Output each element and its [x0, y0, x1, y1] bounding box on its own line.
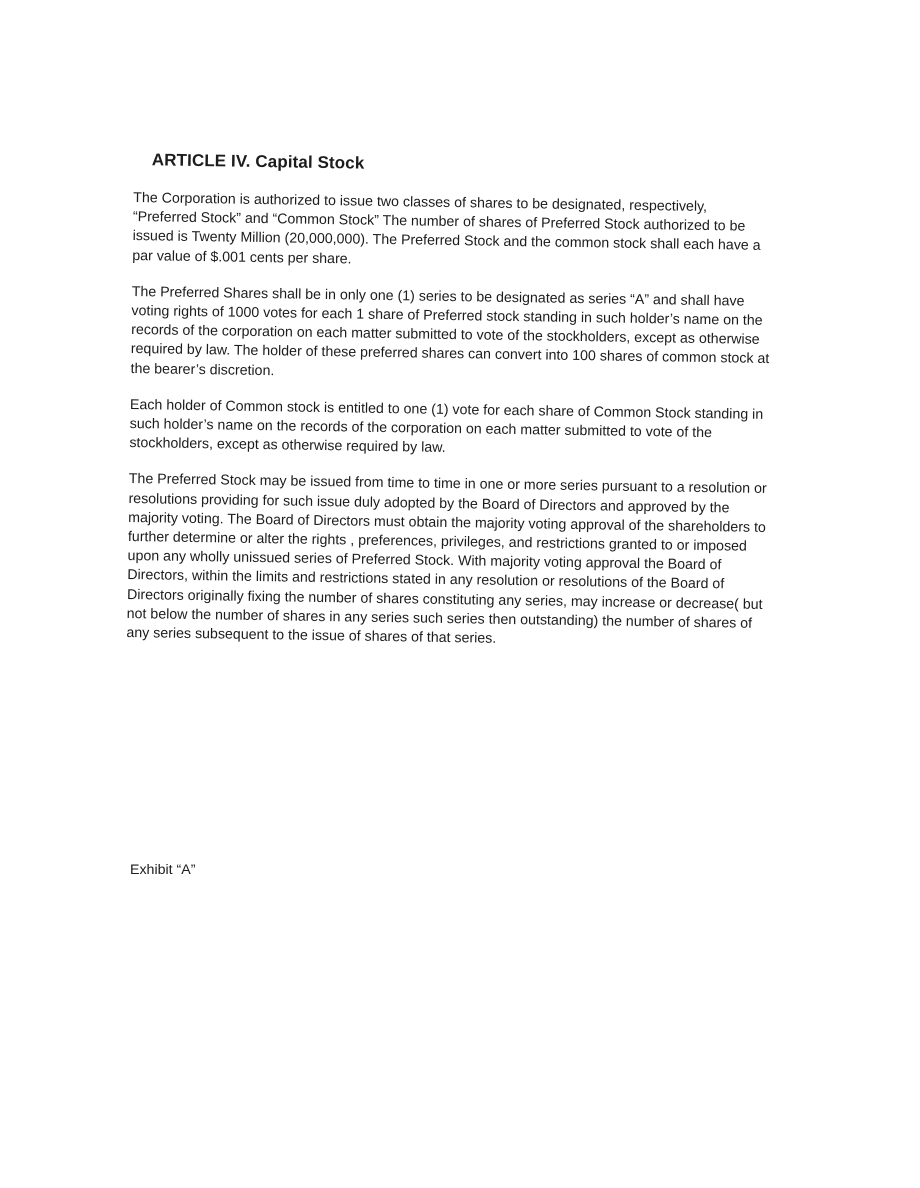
article-heading: ARTICLE IV. Capital Stock [151, 150, 365, 173]
article-body [126, 150, 774, 653]
paragraph-preferred-issuance: The Preferred Stock may be issued from time to time in one or more series pursuant to a resolution or resolutions providing for such issue duly adopted by the Board of Directors and approved by the majority voting. The Board of Directors must obtain the majority voting approval of the shareholders to further determine or alter the rights , preferences, privileges, and restrictions granted to or imposed upon any wholly unissued series of Preferred Stock. With majority voting approval the Board of Directors, within the limits and restrictions stated in any resolution or resolutions of the Board of Directors originally fixing the number of shares constituting any series, may increase or decrease( but not below the number of shares in any series such series then outstanding) the number of shares of any series subsequent to the issue of shares of that series. [126, 471, 767, 647]
paragraph-share-classes: The Corporation is authorized to issue two classes of shares to be designated, respectively, “Preferred Stock” and “Common Stock” The number of shares of Preferred Stock authorized to be issued is Twenty Million (20,000,000). The Preferred Stock and the common stock shall each have a par value of $.001 cents per share. [132, 189, 761, 268]
exhibit-label: Exhibit “A” [130, 862, 196, 878]
paragraph-common-voting: Each holder of Common stock is entitled to one (1) vote for each share of Common Stock standing in such holder’s name on the records of the corporation on each matter submitted to vote of the stockholders, except as otherwise required by law. [129, 396, 764, 457]
paragraph-preferred-series: The Preferred Shares shall be in only one (1) series to be designated as series “A” and shall have voting rights of 1000 votes for each 1 share of Preferred stock standing in such holder’s name on the records of the corporation on each matter submitted to vote of the stockholders, except as otherwise required by law. The holder of these preferred shares can convert into 100 shares of common stock at the bearer’s discretion. [130, 283, 770, 379]
